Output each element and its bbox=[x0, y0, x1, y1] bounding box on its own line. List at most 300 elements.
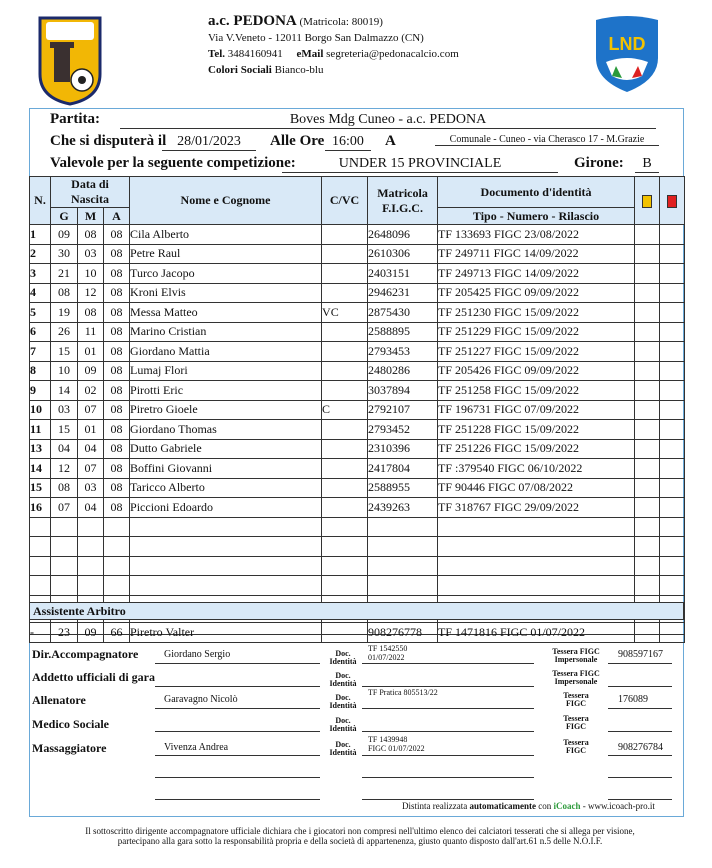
massaggiatore-identita-word: Identità bbox=[329, 748, 357, 757]
player-n: 13 bbox=[30, 439, 51, 459]
red-card-icon bbox=[667, 195, 677, 208]
footer-line-1: Il sottoscritto dirigente accompagnatore ufficiale dichiara che i giocatori non compresi nell'ultimo elenco dei calciatori tesserati che si allega per visione, bbox=[85, 826, 635, 836]
credit-post: - www.icoach-pro.it bbox=[582, 801, 655, 811]
player-doc: TF 251230 FIGC 15/09/2022 bbox=[438, 303, 635, 323]
player-red-card-cell bbox=[660, 342, 685, 362]
player-mat: 2610306 bbox=[368, 244, 438, 264]
player-doc: TF 133693 FIGC 23/08/2022 bbox=[438, 225, 635, 245]
player-g: 08 bbox=[51, 478, 78, 498]
player-g bbox=[51, 576, 78, 596]
player-cvc bbox=[322, 283, 368, 303]
massaggiatore-tessera-line bbox=[608, 755, 672, 756]
table-row bbox=[30, 439, 685, 459]
player-m: 04 bbox=[78, 498, 104, 518]
match-date: 28/01/2023 bbox=[162, 134, 256, 151]
addetto-doc-word: Doc. bbox=[335, 671, 351, 680]
player-g bbox=[51, 537, 78, 557]
player-n: 5 bbox=[30, 303, 51, 323]
player-mat bbox=[368, 576, 438, 596]
player-doc bbox=[438, 517, 635, 537]
player-n: 16 bbox=[30, 498, 51, 518]
player-cvc bbox=[322, 459, 368, 479]
player-yellow-card-cell bbox=[635, 244, 660, 264]
player-m bbox=[78, 537, 104, 557]
player-cvc: C bbox=[322, 400, 368, 420]
player-cvc bbox=[322, 556, 368, 576]
player-yellow-card-cell bbox=[635, 225, 660, 245]
player-a: 08 bbox=[104, 361, 130, 381]
player-name: Giordano Thomas bbox=[130, 420, 322, 440]
massaggiatore-tessera: 908276784 bbox=[618, 742, 663, 753]
player-red-card-cell bbox=[660, 322, 685, 342]
player-mat: 2793453 bbox=[368, 342, 438, 362]
player-doc: TF 249713 FIGC 14/09/2022 bbox=[438, 264, 635, 284]
player-name bbox=[130, 576, 322, 596]
player-a bbox=[104, 576, 130, 596]
player-yellow-card-cell bbox=[635, 420, 660, 440]
player-g: 09 bbox=[51, 225, 78, 245]
table-row bbox=[30, 283, 685, 303]
player-a: 08 bbox=[104, 303, 130, 323]
partita-label: Partita: bbox=[50, 111, 100, 127]
player-a: 08 bbox=[104, 400, 130, 420]
player-doc: TF 90446 FIGC 07/08/2022 bbox=[438, 478, 635, 498]
player-doc: TF 205426 FIGC 09/09/2022 bbox=[438, 361, 635, 381]
massaggiatore-doc bbox=[368, 735, 425, 753]
player-a: 08 bbox=[104, 381, 130, 401]
allenatore-tessera-label-2: FIGC bbox=[566, 699, 586, 708]
allenatore-doc-word: Doc. bbox=[335, 693, 351, 702]
player-name bbox=[130, 556, 322, 576]
player-n: 7 bbox=[30, 342, 51, 362]
club-name: a.c. PEDONA bbox=[208, 13, 297, 29]
player-m bbox=[78, 576, 104, 596]
player-cvc bbox=[322, 478, 368, 498]
player-a: 08 bbox=[104, 322, 130, 342]
assistente-doc: TF 1471816 FIGC 01/07/2022 bbox=[438, 623, 635, 643]
player-name: Petre Raul bbox=[130, 244, 322, 264]
player-name: Messa Matteo bbox=[130, 303, 322, 323]
player-n: 2 bbox=[30, 244, 51, 264]
email-label: eMail bbox=[296, 48, 324, 60]
player-mat: 2403151 bbox=[368, 264, 438, 284]
medico-label: Medico Sociale bbox=[32, 717, 109, 731]
assistente-red bbox=[660, 623, 685, 643]
competition-value: UNDER 15 PROVINCIALE bbox=[282, 156, 558, 173]
player-red-card-cell bbox=[660, 361, 685, 381]
credit-bold: automaticamente bbox=[469, 801, 536, 811]
player-mat: 2946231 bbox=[368, 283, 438, 303]
player-cvc bbox=[322, 498, 368, 518]
player-cvc bbox=[322, 322, 368, 342]
player-a: 08 bbox=[104, 439, 130, 459]
dir-tessera-label bbox=[546, 648, 606, 664]
player-g: 30 bbox=[51, 244, 78, 264]
table-row bbox=[30, 322, 685, 342]
player-cvc bbox=[322, 517, 368, 537]
player-name bbox=[130, 537, 322, 557]
allenatore-tessera-line bbox=[608, 708, 672, 709]
player-g: 14 bbox=[51, 381, 78, 401]
player-red-card-cell bbox=[660, 283, 685, 303]
svg-text:LND: LND bbox=[608, 34, 646, 54]
player-doc: TF 249711 FIGC 14/09/2022 bbox=[438, 244, 635, 264]
player-g: 07 bbox=[51, 498, 78, 518]
dir-name: Giordano Sergio bbox=[164, 649, 231, 660]
player-yellow-card-cell bbox=[635, 576, 660, 596]
player-mat: 2439263 bbox=[368, 498, 438, 518]
dir-identita-word: Identità bbox=[329, 657, 357, 666]
header-n: N. bbox=[30, 177, 51, 225]
player-cvc bbox=[322, 361, 368, 381]
yellow-card-icon bbox=[642, 195, 652, 208]
player-red-card-cell bbox=[660, 537, 685, 557]
header-tipo: Tipo - Numero - Rilascio bbox=[438, 208, 635, 225]
dir-doc-label bbox=[328, 650, 358, 666]
player-n: 15 bbox=[30, 478, 51, 498]
match-place: Comunale - Cuneo - via Cherasco 17 - M.Grazie bbox=[435, 134, 659, 146]
extra-line-2 bbox=[362, 777, 534, 778]
massaggiatore-tessera-label-2: FIGC bbox=[566, 746, 586, 755]
addetto-tessera-line bbox=[608, 686, 672, 687]
player-mat: 2648096 bbox=[368, 225, 438, 245]
club-matricola: (Matricola: 80019) bbox=[299, 16, 383, 28]
player-m: 08 bbox=[78, 225, 104, 245]
player-red-card-cell bbox=[660, 264, 685, 284]
table-row bbox=[30, 400, 685, 420]
dir-tessera: 908597167 bbox=[618, 649, 663, 660]
girone-value: B bbox=[635, 156, 659, 173]
colors-label: Colori Sociali bbox=[208, 64, 272, 76]
massaggiatore-name-line bbox=[155, 755, 320, 756]
partita-value: Boves Mdg Cuneo - a.c. PEDONA bbox=[120, 112, 656, 129]
player-red-card-cell bbox=[660, 576, 685, 596]
extra-line-6 bbox=[608, 799, 672, 800]
massaggiatore-tessera-label bbox=[556, 739, 596, 755]
extra-line-3 bbox=[608, 777, 672, 778]
player-red-card-cell bbox=[660, 478, 685, 498]
player-g: 19 bbox=[51, 303, 78, 323]
player-doc: TF 251227 FIGC 15/09/2022 bbox=[438, 342, 635, 362]
player-mat bbox=[368, 556, 438, 576]
footer-disclaimer bbox=[40, 826, 680, 846]
player-doc: TF 196731 FIGC 07/09/2022 bbox=[438, 400, 635, 420]
player-cvc: VC bbox=[322, 303, 368, 323]
player-yellow-card-cell bbox=[635, 459, 660, 479]
addetto-tessera-label-2: Impersonale bbox=[554, 677, 598, 686]
club-email: segreteria@pedonacalcio.com bbox=[326, 48, 459, 60]
player-n: 4 bbox=[30, 283, 51, 303]
player-doc: TF 251228 FIGC 15/09/2022 bbox=[438, 420, 635, 440]
player-doc: TF 251229 FIGC 15/09/2022 bbox=[438, 322, 635, 342]
player-doc bbox=[438, 576, 635, 596]
medico-doc-line bbox=[362, 731, 534, 732]
player-name: Lumaj Flori bbox=[130, 361, 322, 381]
club-address: Via V.Veneto - 12011 Borgo San Dalmazzo (CN) bbox=[208, 32, 424, 44]
allenatore-identita-word: Identità bbox=[329, 701, 357, 710]
header-cvc: C/VC bbox=[322, 177, 368, 225]
assistente-name: Piretro Valter bbox=[130, 623, 322, 643]
header-red-card bbox=[660, 177, 685, 225]
player-a bbox=[104, 517, 130, 537]
table-row bbox=[30, 556, 685, 576]
player-doc: TF 318767 FIGC 29/09/2022 bbox=[438, 498, 635, 518]
dir-tessera-label-1: Tessera FIGC bbox=[552, 647, 600, 656]
player-m: 04 bbox=[78, 439, 104, 459]
player-m: 07 bbox=[78, 400, 104, 420]
table-row bbox=[30, 537, 685, 557]
credit-pre: Distinta realizzata bbox=[402, 801, 468, 811]
player-mat: 2792107 bbox=[368, 400, 438, 420]
massaggiatore-name: Vivenza Andrea bbox=[164, 742, 229, 753]
player-a: 08 bbox=[104, 264, 130, 284]
player-mat bbox=[368, 537, 438, 557]
player-yellow-card-cell bbox=[635, 478, 660, 498]
header-g: G bbox=[51, 208, 78, 225]
addetto-tessera-label-1: Tessera FIGC bbox=[552, 669, 600, 678]
player-g: 21 bbox=[51, 264, 78, 284]
player-doc bbox=[438, 556, 635, 576]
time-label: Alle Ore bbox=[270, 133, 325, 149]
addetto-identita-word: Identità bbox=[329, 679, 357, 688]
player-cvc bbox=[322, 439, 368, 459]
player-n: 10 bbox=[30, 400, 51, 420]
player-cvc bbox=[322, 420, 368, 440]
allenatore-doc-label bbox=[328, 694, 358, 710]
player-a: 08 bbox=[104, 478, 130, 498]
dir-doc bbox=[368, 644, 407, 662]
player-n: 1 bbox=[30, 225, 51, 245]
player-cvc bbox=[322, 576, 368, 596]
player-doc: TF 205425 FIGC 09/09/2022 bbox=[438, 283, 635, 303]
table-row bbox=[30, 459, 685, 479]
player-yellow-card-cell bbox=[635, 537, 660, 557]
club-colors: Bianco-blu bbox=[274, 64, 324, 76]
allenatore-doc: TF Pratica 805513/22 bbox=[368, 688, 438, 697]
player-mat: 2588895 bbox=[368, 322, 438, 342]
player-yellow-card-cell bbox=[635, 556, 660, 576]
icoach-brand: iCoach bbox=[553, 801, 581, 811]
player-name bbox=[130, 517, 322, 537]
massaggiatore-doc-word: Doc. bbox=[335, 740, 351, 749]
player-a: 08 bbox=[104, 420, 130, 440]
player-doc bbox=[438, 537, 635, 557]
player-red-card-cell bbox=[660, 556, 685, 576]
player-red-card-cell bbox=[660, 517, 685, 537]
player-red-card-cell bbox=[660, 498, 685, 518]
tel-label: Tel. bbox=[208, 48, 226, 60]
match-time: 16:00 bbox=[325, 134, 371, 151]
table-row bbox=[30, 420, 685, 440]
player-cvc bbox=[322, 342, 368, 362]
player-red-card-cell bbox=[660, 400, 685, 420]
player-mat: 3037894 bbox=[368, 381, 438, 401]
dir-doc-line bbox=[362, 663, 534, 664]
player-mat: 2480286 bbox=[368, 361, 438, 381]
extra-line-5 bbox=[362, 799, 534, 800]
assistente-cvc bbox=[322, 623, 368, 643]
player-mat bbox=[368, 517, 438, 537]
player-m: 07 bbox=[78, 459, 104, 479]
player-red-card-cell bbox=[660, 303, 685, 323]
club-logo bbox=[36, 14, 104, 106]
dir-doc-2: 01/07/2022 bbox=[368, 653, 405, 662]
player-m: 09 bbox=[78, 361, 104, 381]
assistente-matricola: 908276778 bbox=[368, 623, 438, 643]
table-row bbox=[30, 244, 685, 264]
player-mat: 2588955 bbox=[368, 478, 438, 498]
player-yellow-card-cell bbox=[635, 342, 660, 362]
massaggiatore-doc-line bbox=[362, 755, 534, 756]
competition-label: Valevole per la seguente competizione: bbox=[50, 155, 296, 171]
medico-tessera-label-2: FIGC bbox=[566, 722, 586, 731]
player-n bbox=[30, 537, 51, 557]
player-m bbox=[78, 517, 104, 537]
player-yellow-card-cell bbox=[635, 400, 660, 420]
table-row bbox=[30, 517, 685, 537]
player-m: 11 bbox=[78, 322, 104, 342]
player-red-card-cell bbox=[660, 420, 685, 440]
allenatore-name: Garavagno Nicolò bbox=[164, 694, 238, 705]
assistente-yellow bbox=[635, 623, 660, 643]
medico-name-line bbox=[155, 731, 320, 732]
player-g bbox=[51, 517, 78, 537]
assistente-g: 23 bbox=[51, 623, 78, 643]
player-g: 04 bbox=[51, 439, 78, 459]
player-g bbox=[51, 556, 78, 576]
player-g: 12 bbox=[51, 459, 78, 479]
table-row bbox=[30, 381, 685, 401]
player-mat: 2310396 bbox=[368, 439, 438, 459]
header-matricola bbox=[368, 177, 438, 225]
player-name: Turco Jacopo bbox=[130, 264, 322, 284]
player-a bbox=[104, 556, 130, 576]
header-m: M bbox=[78, 208, 104, 225]
table-row bbox=[30, 478, 685, 498]
player-mat: 2417804 bbox=[368, 459, 438, 479]
player-n: 9 bbox=[30, 381, 51, 401]
player-doc: TF 251258 FIGC 15/09/2022 bbox=[438, 381, 635, 401]
player-n: 14 bbox=[30, 459, 51, 479]
lnd-logo bbox=[592, 14, 662, 94]
table-row bbox=[30, 264, 685, 284]
player-m: 03 bbox=[78, 478, 104, 498]
dir-tessera-label-2: Impersonale bbox=[554, 655, 598, 664]
massaggiatore-doc-2: FIGC 01/07/2022 bbox=[368, 744, 425, 753]
player-g: 10 bbox=[51, 361, 78, 381]
dir-tessera-line bbox=[608, 663, 672, 664]
credit-line bbox=[402, 801, 655, 811]
player-red-card-cell bbox=[660, 244, 685, 264]
player-m: 08 bbox=[78, 303, 104, 323]
player-a: 08 bbox=[104, 283, 130, 303]
assistente-table bbox=[29, 622, 685, 643]
player-m: 01 bbox=[78, 342, 104, 362]
dir-doc-1: TF 1542550 bbox=[368, 644, 408, 653]
player-name: Giordano Mattia bbox=[130, 342, 322, 362]
girone-label: Girone: bbox=[574, 155, 624, 171]
table-row bbox=[30, 498, 685, 518]
player-m bbox=[78, 556, 104, 576]
player-name: Piretro Gioele bbox=[130, 400, 322, 420]
player-yellow-card-cell bbox=[635, 322, 660, 342]
player-g: 15 bbox=[51, 420, 78, 440]
player-yellow-card-cell bbox=[635, 361, 660, 381]
player-red-card-cell bbox=[660, 225, 685, 245]
massaggiatore-tessera-label-1: Tessera bbox=[563, 738, 589, 747]
player-yellow-card-cell bbox=[635, 381, 660, 401]
player-a: 08 bbox=[104, 498, 130, 518]
massaggiatore-doc-1: TF 1439948 bbox=[368, 735, 408, 744]
player-name: Marino Cristian bbox=[130, 322, 322, 342]
player-yellow-card-cell bbox=[635, 264, 660, 284]
player-a: 08 bbox=[104, 342, 130, 362]
dir-doc-word: Doc. bbox=[335, 649, 351, 658]
player-cvc bbox=[322, 244, 368, 264]
player-m: 12 bbox=[78, 283, 104, 303]
table-row bbox=[30, 303, 685, 323]
assistente-header: Assistente Arbitro bbox=[29, 602, 684, 620]
player-m: 01 bbox=[78, 420, 104, 440]
player-n: 6 bbox=[30, 322, 51, 342]
player-a: 08 bbox=[104, 225, 130, 245]
addetto-label: Addetto ufficiali di gara bbox=[32, 670, 155, 684]
medico-doc-label bbox=[328, 717, 358, 733]
assistente-m: 09 bbox=[78, 623, 104, 643]
dir-label: Dir.Accompagnatore bbox=[32, 647, 139, 661]
player-name: Kroni Elvis bbox=[130, 283, 322, 303]
player-yellow-card-cell bbox=[635, 498, 660, 518]
place-label: A bbox=[385, 133, 396, 149]
table-row bbox=[30, 225, 685, 245]
allenatore-name-line bbox=[155, 708, 320, 709]
player-mat: 2793452 bbox=[368, 420, 438, 440]
player-yellow-card-cell bbox=[635, 517, 660, 537]
allenatore-tessera-label bbox=[556, 692, 596, 708]
table-row bbox=[30, 576, 685, 596]
player-yellow-card-cell bbox=[635, 283, 660, 303]
player-red-card-cell bbox=[660, 381, 685, 401]
addetto-name-line bbox=[155, 686, 320, 687]
massaggiatore-label: Massaggiatore bbox=[32, 741, 107, 755]
massaggiatore-doc-label bbox=[328, 741, 358, 757]
player-red-card-cell bbox=[660, 439, 685, 459]
player-doc: TF 251226 FIGC 15/09/2022 bbox=[438, 439, 635, 459]
table-row bbox=[30, 342, 685, 362]
assistente-row bbox=[30, 623, 685, 643]
footer-line-2: partecipano alla gara sotto la responsabilità propria e della società di appartenenza, giusto quanto disposto dall'art.61 n.5 delle N.O.I.F. bbox=[117, 836, 603, 846]
date-label: Che si disputerà il bbox=[50, 133, 167, 149]
player-n bbox=[30, 556, 51, 576]
medico-identita-word: Identità bbox=[329, 724, 357, 733]
player-name: Dutto Gabriele bbox=[130, 439, 322, 459]
assistente-a: 66 bbox=[104, 623, 130, 643]
table-row bbox=[30, 361, 685, 381]
addetto-tessera-label bbox=[546, 670, 606, 686]
header-a: A bbox=[104, 208, 130, 225]
player-mat: 2875430 bbox=[368, 303, 438, 323]
player-m: 02 bbox=[78, 381, 104, 401]
player-n bbox=[30, 576, 51, 596]
player-cvc bbox=[322, 381, 368, 401]
credit-mid: con bbox=[538, 801, 552, 811]
player-g: 08 bbox=[51, 283, 78, 303]
medico-tessera-label-1: Tessera bbox=[563, 714, 589, 723]
player-n bbox=[30, 517, 51, 537]
player-yellow-card-cell bbox=[635, 439, 660, 459]
player-cvc bbox=[322, 225, 368, 245]
player-name: Piccioni Edoardo bbox=[130, 498, 322, 518]
